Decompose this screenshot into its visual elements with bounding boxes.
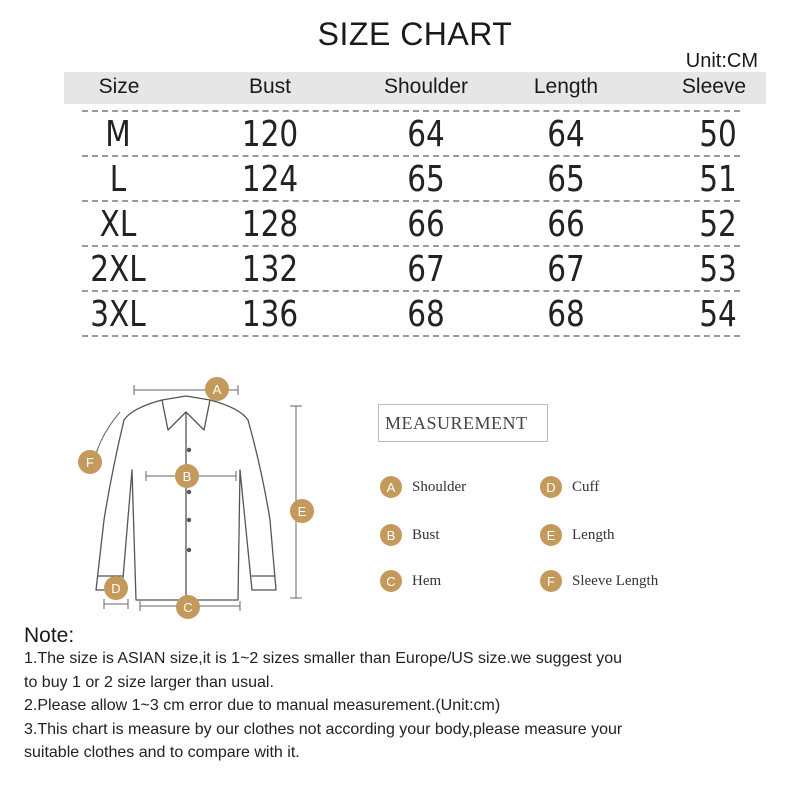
cell-size: L	[109, 159, 127, 200]
note-line: 1.The size is ASIAN size,it is 1~2 sizes smaller than Europe/US size.we suggest you	[24, 650, 623, 667]
shirt-outline	[96, 396, 276, 600]
badge-c-text: C	[183, 600, 193, 615]
badge-b-text: B	[182, 469, 192, 484]
note-title: Note:	[24, 624, 75, 647]
cell-sleeve: 52	[699, 204, 737, 245]
legend-item-hem	[380, 570, 441, 592]
badge-e-text: E	[297, 504, 307, 519]
header-bust: Bust	[248, 75, 292, 98]
shirt-diagram	[60, 370, 330, 630]
cell-sleeve: 53	[699, 249, 737, 290]
cell-sleeve: 50	[699, 114, 737, 155]
measurement-box	[378, 404, 548, 442]
legend-label: Cuff	[572, 478, 600, 495]
legend-badge: D	[540, 476, 562, 498]
legend-item-bust	[380, 524, 440, 546]
cell-length: 67	[547, 249, 585, 290]
legend-label: Length	[572, 526, 615, 543]
measurement-title: MEASUREMENT	[385, 413, 528, 433]
badge-a-text: A	[212, 382, 222, 397]
legend-badge: A	[380, 476, 402, 498]
page-title: SIZE CHART	[317, 16, 513, 52]
legend-label: Shoulder	[412, 478, 467, 495]
cell-bust: 136	[241, 294, 299, 335]
cell-shoulder: 67	[407, 249, 445, 290]
note-line: suitable clothes and to compare with it.	[24, 744, 300, 761]
cell-size: 3XL	[90, 294, 146, 335]
note-line: 3.This chart is measure by our clothes not according your body,please measure your	[24, 721, 623, 738]
table-row	[82, 247, 740, 292]
table-row	[82, 292, 740, 337]
cell-sleeve: 54	[699, 294, 737, 335]
cell-sleeve: 51	[699, 159, 737, 200]
table-header	[64, 72, 766, 104]
cell-shoulder: 68	[407, 294, 445, 335]
header-size: Size	[98, 75, 140, 98]
header-length: Length	[533, 75, 599, 98]
cell-size: 2XL	[90, 249, 146, 290]
legend-badge: B	[380, 524, 402, 546]
legend-label: Sleeve Length	[572, 572, 659, 589]
cell-bust: 132	[241, 249, 299, 290]
legend-item-length	[540, 524, 615, 546]
cell-length: 64	[547, 114, 585, 155]
legend-badge: C	[380, 570, 402, 592]
legend-badge: F	[540, 570, 562, 592]
cell-bust: 124	[241, 159, 299, 200]
badge-f-text: F	[86, 455, 94, 470]
cell-size: M	[105, 114, 131, 155]
table-row	[82, 110, 740, 157]
legend-item-shoulder	[380, 476, 466, 498]
note-line: to buy 1 or 2 size larger than usual.	[24, 674, 274, 691]
badge-d-text: D	[111, 581, 121, 596]
cell-length: 68	[547, 294, 585, 335]
header-shoulder: Shoulder	[383, 75, 469, 98]
cell-length: 66	[547, 204, 585, 245]
cell-shoulder: 64	[407, 114, 445, 155]
legend-badge: E	[540, 524, 562, 546]
unit-label: Unit:CM	[685, 50, 758, 72]
size-table	[82, 110, 740, 337]
cell-length: 65	[547, 159, 585, 200]
cell-bust: 120	[241, 114, 299, 155]
table-row	[82, 157, 740, 202]
cell-shoulder: 66	[407, 204, 445, 245]
cell-size: XL	[99, 204, 137, 245]
legend-item-cuff	[540, 476, 599, 498]
legend-item-sleeve-length	[540, 570, 658, 592]
cell-bust: 128	[241, 204, 299, 245]
note-line: 2.Please allow 1~3 cm error due to manual measurement.(Unit:cm)	[24, 697, 501, 714]
legend-label: Bust	[412, 526, 440, 543]
buttons	[187, 448, 191, 552]
cell-shoulder: 65	[407, 159, 445, 200]
header-sleeve: Sleeve	[681, 75, 747, 98]
table-row	[82, 202, 740, 247]
legend-label: Hem	[412, 572, 442, 589]
